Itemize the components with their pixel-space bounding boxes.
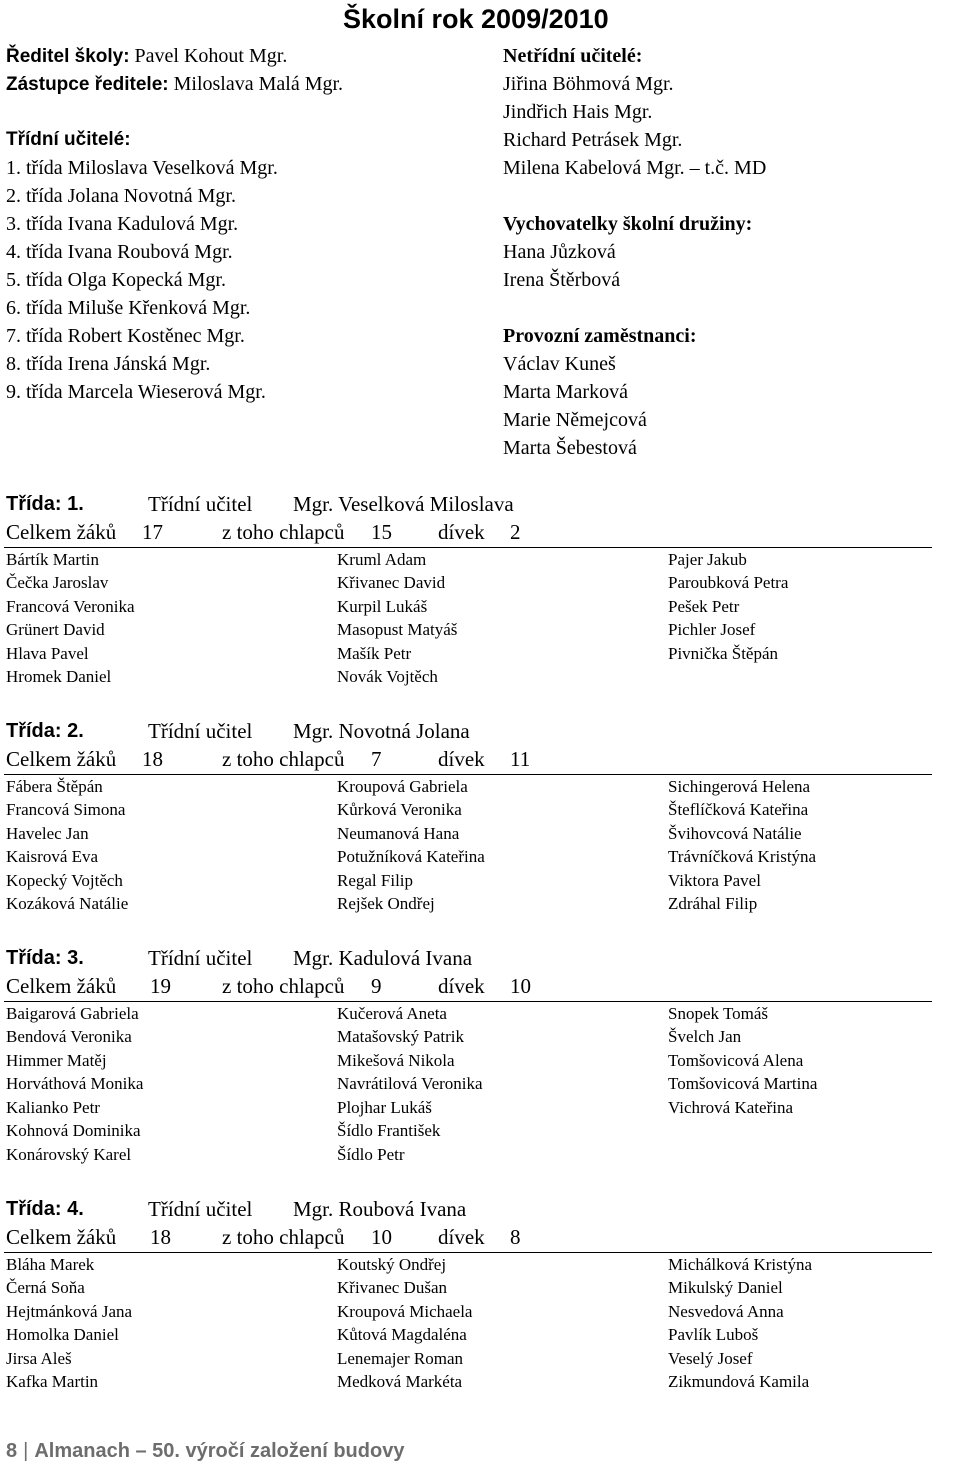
non-class-teachers-label: Netřídní učitelé: [503,45,643,67]
boys-value: 9 [371,974,382,998]
student-name: Bendová Veronika [6,1027,132,1046]
class-label: Třída: 4. [6,1198,84,1220]
student-name: Francová Veronika [6,597,135,616]
student-name: Novák Vojtěch [337,667,438,686]
non-class-teacher-item: Jindřich Hais Mgr. [503,101,653,123]
student-name: Hejtmánková Jana [6,1302,133,1321]
student-name: Mikešová Nikola [337,1051,455,1070]
teacher-label: Třídní učitel [148,946,253,970]
non-class-teacher-item: Jiřina Böhmová Mgr. [503,73,674,95]
total-label: Celkem žáků [6,1225,117,1249]
student-name: Homolka Daniel [6,1325,119,1344]
student-name: Paroubková Petra [668,573,789,592]
student-name: Kopecký Vojtěch [6,871,123,890]
student-name: Kohnová Dominika [6,1121,141,1140]
student-name: Tomšovicová Alena [668,1051,804,1070]
teacher-name: Mgr. Roubová Ivana [293,1197,467,1221]
student-name: Mikulský Daniel [668,1278,783,1297]
student-name: Pivnička Štěpán [668,644,779,663]
deputy-line [6,72,343,97]
student-name: Křivanec Dušan [337,1278,447,1297]
student-name: Potužníková Kateřina [337,847,485,866]
total-label: Celkem žáků [6,974,117,998]
teacher-label: Třídní učitel [148,1197,253,1221]
operations-label: Provozní zaměstnanci: [503,325,697,347]
director-name: Pavel Kohout Mgr. [134,45,288,67]
student-name: Švihovcová Natálie [668,824,802,843]
student-name: Kruml Adam [337,550,427,569]
student-name: Horváthová Monika [6,1074,144,1093]
student-name: Viktora Pavel [668,871,761,890]
student-name: Pešek Petr [668,597,740,616]
boys-label: z toho chlapců [222,747,345,771]
total-value: 18 [142,747,163,771]
student-name: Kůtová Magdaléna [337,1325,467,1344]
publication-title: Almanach – 50. výročí založení budovy [34,1440,405,1462]
student-name: Šteflíčková Kateřina [668,800,809,819]
student-name: Matašovský Patrik [337,1027,465,1046]
student-name: Konárovský Karel [6,1145,132,1164]
student-name: Jirsa Aleš [6,1349,72,1368]
director-line [6,44,287,69]
teacher-label: Třídní učitel [148,492,253,516]
student-name: Kalianko Petr [6,1098,100,1117]
boys-value: 7 [371,747,382,771]
boys-value: 15 [371,520,392,544]
student-name: Nesvedová Anna [668,1302,784,1321]
operations-item: Václav Kuneš [503,353,616,375]
class-label: Třída: 2. [6,720,84,742]
student-name: Navrátilová Veronika [337,1074,483,1093]
class-label: Třída: 3. [6,947,84,969]
girls-value: 8 [510,1225,521,1249]
student-name: Kaisrová Eva [6,847,99,866]
student-name: Čečka Jaroslav [6,573,109,592]
girls-label: dívek [438,974,485,998]
student-name: Vichrová Kateřina [668,1098,794,1117]
page-number: 8 [6,1440,18,1462]
student-name: Hlava Pavel [6,644,89,663]
student-name: Sichingerová Helena [668,777,811,796]
student-name: Snopek Tomáš [668,1004,769,1023]
girls-value: 2 [510,520,521,544]
page-footer [6,1440,404,1463]
student-name: Bártík Martin [6,550,100,569]
girls-value: 10 [510,974,531,998]
student-name: Pajer Jakub [668,550,747,569]
student-name: Koutský Ondřej [337,1255,447,1274]
student-name: Medková Markéta [337,1372,463,1391]
student-name: Regal Filip [337,871,414,890]
boys-value: 10 [371,1225,392,1249]
afterschool-item: Hana Jůzková [503,241,616,263]
non-class-teacher-item: Milena Kabelová Mgr. – t.č. MD [503,157,767,179]
student-name: Švelch Jan [668,1027,742,1046]
teacher-label: Třídní učitel [148,719,253,743]
student-name: Fábera Štěpán [6,777,103,796]
class-teacher-item: 6. třída Miluše Křenková Mgr. [6,297,251,319]
non-class-teacher-item: Richard Petrásek Mgr. [503,129,683,151]
student-name: Kozáková Natálie [6,894,129,913]
divider [4,774,932,775]
operations-item: Marta Šebestová [503,437,637,459]
operations-item: Marie Němejcová [503,409,647,431]
student-name: Grünert David [6,620,105,639]
teacher-name: Mgr. Novotná Jolana [293,719,470,743]
student-name: Rejšek Ondřej [337,894,435,913]
student-name: Baigarová Gabriela [6,1004,139,1023]
student-name: Šídlo Petr [337,1145,405,1164]
class-teacher-item: 8. třída Irena Jánská Mgr. [6,353,211,375]
class-teacher-item: 4. třída Ivana Roubová Mgr. [6,241,233,263]
student-name: Křivanec David [337,573,446,592]
boys-label: z toho chlapců [222,974,345,998]
student-name: Kučerová Aneta [337,1004,447,1023]
student-name: Francová Simona [6,800,126,819]
class-teacher-item: 1. třída Miloslava Veselková Mgr. [6,157,278,179]
student-name: Kroupová Michaela [337,1302,473,1321]
deputy-name: Miloslava Malá Mgr. [173,73,344,95]
student-name: Šídlo František [337,1121,441,1140]
student-name: Masopust Matyáš [337,620,458,639]
class-teacher-item: 2. třída Jolana Novotná Mgr. [6,185,236,207]
student-name: Himmer Matěj [6,1051,107,1070]
student-name: Zikmundová Kamila [668,1372,810,1391]
teacher-name: Mgr. Kadulová Ivana [293,946,473,970]
total-label: Celkem žáků [6,520,117,544]
divider [4,1001,932,1002]
student-name: Mašík Petr [337,644,412,663]
boys-label: z toho chlapců [222,1225,345,1249]
student-name: Havelec Jan [6,824,89,843]
operations-item: Marta Marková [503,381,628,403]
girls-label: dívek [438,520,485,544]
class-label: Třída: 1. [6,493,84,515]
student-name: Kůrková Veronika [337,800,462,819]
student-name: Trávníčková Kristýna [668,847,817,866]
page-title: Školní rok 2009/2010 [343,4,609,34]
student-name: Kurpil Lukáš [337,597,428,616]
total-value: 19 [150,974,171,998]
student-name: Veselý Josef [668,1349,753,1368]
footer-separator: | [23,1440,29,1462]
divider [4,1252,932,1253]
student-name: Neumanová Hana [337,824,460,843]
class-teacher-item: 7. třída Robert Kostěnec Mgr. [6,325,245,347]
student-name: Pichler Josef [668,620,756,639]
student-name: Lenemajer Roman [337,1349,464,1368]
afterschool-item: Irena Štěrbová [503,269,621,291]
student-name: Kroupová Gabriela [337,777,468,796]
class-teacher-item: 9. třída Marcela Wieserová Mgr. [6,381,266,403]
divider [4,547,932,548]
student-name: Tomšovicová Martina [668,1074,818,1093]
director-label: Ředitel školy: [6,46,130,67]
student-name: Michálková Kristýna [668,1255,812,1274]
girls-label: dívek [438,747,485,771]
afterschool-label: Vychovatelky školní družiny: [503,213,753,235]
student-name: Hromek Daniel [6,667,112,686]
total-label: Celkem žáků [6,747,117,771]
deputy-label: Zástupce ředitele: [6,74,169,95]
student-name: Pavlík Luboš [668,1325,759,1344]
class-teacher-item: 3. třída Ivana Kadulová Mgr. [6,213,239,235]
student-name: Kafka Martin [6,1372,99,1391]
student-name: Černá Soňa [6,1278,85,1297]
teacher-name: Mgr. Veselková Miloslava [293,492,514,516]
student-name: Zdráhal Filip [668,894,758,913]
class-teacher-item: 5. třída Olga Kopecká Mgr. [6,269,226,291]
student-name: Bláha Marek [6,1255,95,1274]
girls-label: dívek [438,1225,485,1249]
student-name: Plojhar Lukáš [337,1098,432,1117]
total-value: 17 [142,520,163,544]
total-value: 18 [150,1225,171,1249]
boys-label: z toho chlapců [222,520,345,544]
girls-value: 11 [510,747,531,771]
class-teachers-label: Třídní učitelé: [6,129,131,150]
